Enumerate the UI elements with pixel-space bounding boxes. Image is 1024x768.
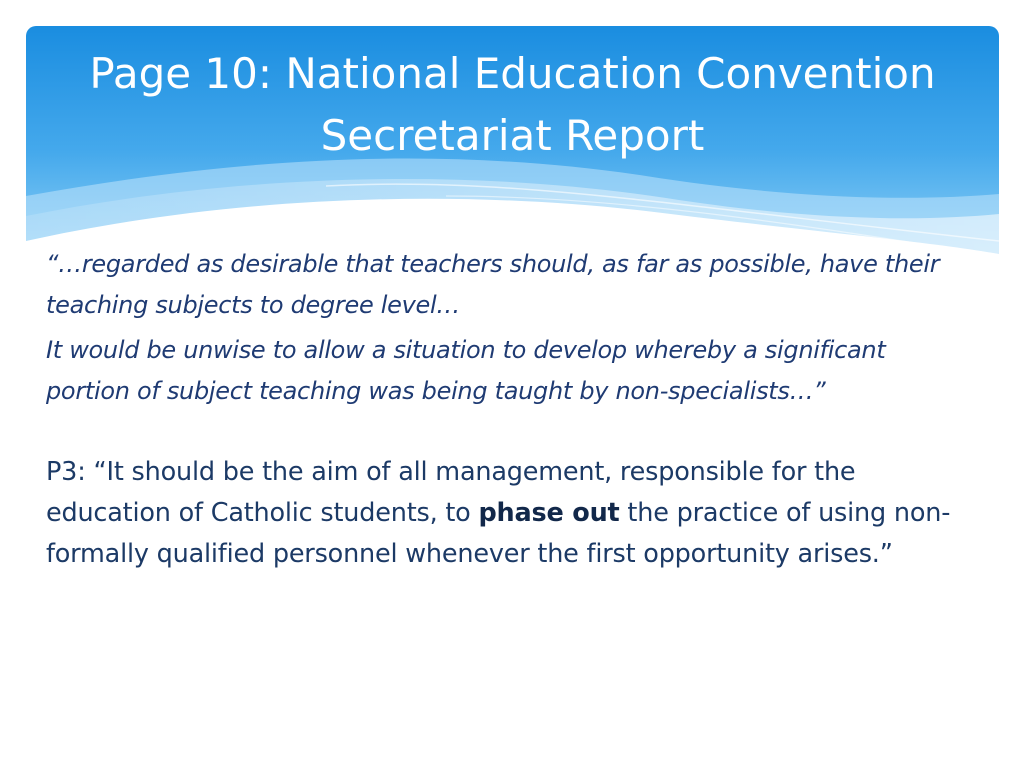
quote-paragraph-1: “…regarded as desirable that teachers should, as far as possible, have their teaching subjects to degree level… xyxy=(46,250,940,319)
slide-title: Page 10: National Education Convention Secretariat Report xyxy=(89,49,936,160)
p3-text-after: the practice of using non-formally qualified personnel whenever the first opportunity arises.” xyxy=(46,498,951,569)
slide-body xyxy=(46,244,976,575)
p3-emphasis: phase out xyxy=(478,498,620,528)
p3-paragraph xyxy=(46,452,976,575)
p3-text-before: P3: “It should be the aim of all management, responsible for the education of Catholic students, to xyxy=(46,457,856,528)
quote-paragraph-2: It would be unwise to allow a situation to develop whereby a significant portion of subject teaching was being taught by non-specialists…” xyxy=(46,336,886,405)
